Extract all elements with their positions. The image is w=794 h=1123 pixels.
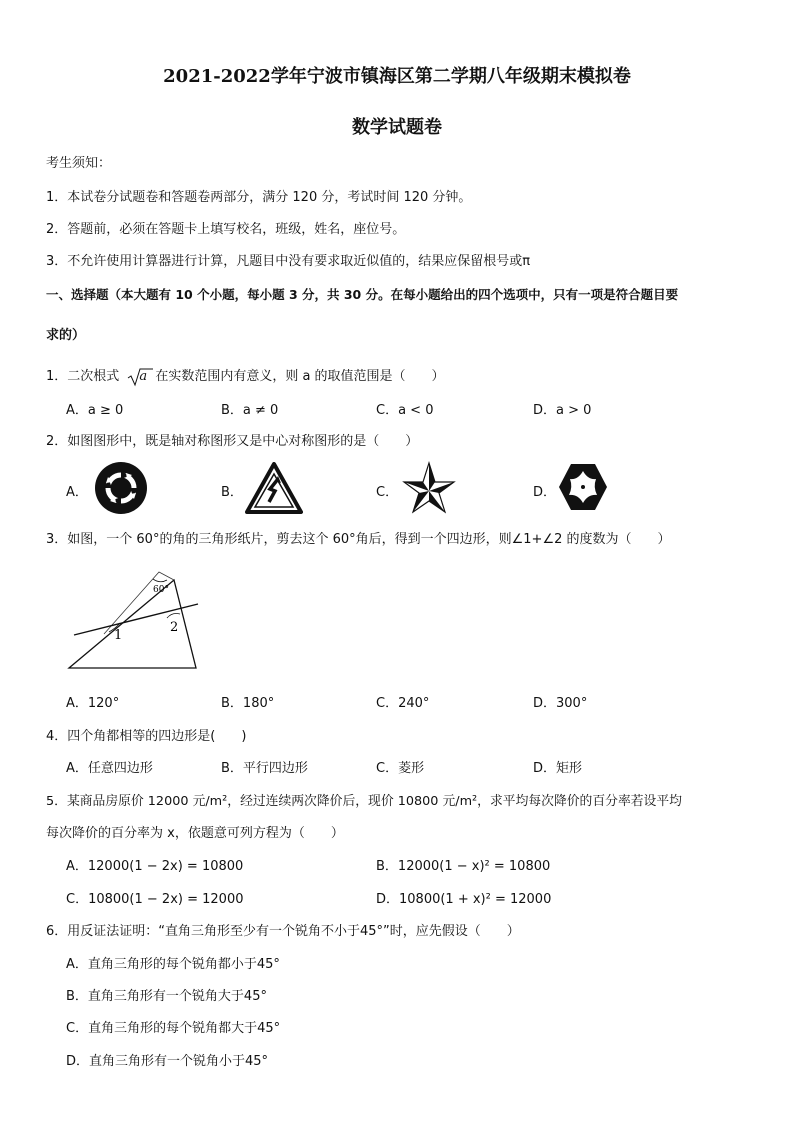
q1-option-a[interactable]: A．a ≥ 0	[66, 403, 124, 418]
question-5-stem-cont: 每次降价的百分率为 x，依题意可列方程为（ ）	[46, 826, 344, 841]
q6-option-d[interactable]: D．直角三角形有一个锐角小于45°	[66, 1054, 269, 1069]
q2-label-a[interactable]: A．	[66, 485, 88, 500]
q1-pre: 1．二次根式	[46, 369, 120, 384]
section-heading-cont: 求的）	[46, 328, 86, 343]
hexagon-flower-icon	[557, 462, 609, 512]
star-icon	[402, 461, 456, 515]
q1-option-d[interactable]: D．a > 0	[533, 403, 592, 418]
q4-option-d[interactable]: D．矩形	[533, 761, 583, 776]
sqrt-expression	[127, 369, 147, 384]
q1-post: 在实数范围内有意义，则 a 的取值范围是（ ）	[155, 369, 445, 384]
q5-option-a[interactable]: A．12000(1 − 2x) = 10800	[66, 859, 244, 874]
q6-option-b[interactable]: B．直角三角形有一个锐角大于45°	[66, 989, 267, 1004]
question-4-stem: 4．四个角都相等的四边形是( )	[46, 729, 247, 744]
q4-option-a[interactable]: A．任意四边形	[66, 761, 153, 776]
q3-option-c[interactable]: C．240°	[376, 696, 430, 711]
question-5-stem: 5．某商品房原价 12000 元/m²，经过连续两次降价后，现价 10800 元/m²，求平均每次降价的百分率若设平均	[46, 794, 682, 809]
fig-angle-label: 60°	[153, 585, 169, 595]
notice-item-2: 2．答题前，必须在答题卡上填写校名，班级，姓名，座位号。	[46, 222, 406, 237]
q1-option-c[interactable]: C．a < 0	[376, 403, 434, 418]
q6-option-c[interactable]: C．直角三角形的每个锐角都大于45°	[66, 1021, 281, 1036]
fig-label-2: 2	[170, 620, 179, 635]
q6-option-a[interactable]: A．直角三角形的每个锐角都小于45°	[66, 957, 280, 972]
q2-label-c[interactable]: C．	[376, 485, 399, 500]
q4-option-c[interactable]: C．菱形	[376, 761, 425, 776]
q1-radicand: a	[139, 369, 148, 384]
page-title: 2021-2022学年宁波市镇海区第二学期八年级期末模拟卷	[163, 66, 631, 87]
q3-option-b[interactable]: B．180°	[221, 696, 275, 711]
warning-triangle-icon	[245, 462, 303, 514]
q5-option-b[interactable]: B．12000(1 − x)² = 10800	[376, 859, 551, 874]
question-6-stem: 6．用反证法证明：“直角三角形至少有一个锐角不小于45°”时，应先假设（ ）	[46, 924, 520, 939]
notice-item-3: 3．不允许使用计算器进行计算，凡题目中没有要求取近似值的，结果应保留根号或π	[46, 254, 531, 269]
question-2-stem: 2．如图图形中，既是轴对称图形又是中心对称图形的是（ ）	[46, 434, 419, 449]
q4-option-b[interactable]: B．平行四边形	[221, 761, 308, 776]
notice-item-1: 1．本试卷分试题卷和答题卷两部分，满分 120 分，考试时间 120 分钟。	[46, 190, 472, 205]
question-3-stem: 3．如图，一个 60°的角的三角形纸片，剪去这个 60°角后，得到一个四边形，则∠1+∠2 的度数为（ ）	[46, 532, 671, 547]
q5-option-c[interactable]: C．10800(1 − 2x) = 12000	[66, 892, 244, 907]
fig-label-1: 1	[114, 628, 123, 643]
question-1-stem	[46, 365, 445, 384]
q3-option-d[interactable]: D．300°	[533, 696, 588, 711]
page-subtitle: 数学试题卷	[352, 117, 442, 138]
q3-option-a[interactable]: A．120°	[66, 696, 120, 711]
recycle-sign-icon	[94, 461, 148, 515]
q2-label-d[interactable]: D．	[533, 485, 557, 500]
triangle-figure	[64, 562, 214, 682]
notice-heading: 考生须知：	[46, 156, 112, 171]
q1-option-b[interactable]: B．a ≠ 0	[221, 403, 279, 418]
q5-option-d[interactable]: D．10800(1 + x)² = 12000	[376, 892, 552, 907]
section-heading: 一、选择题（本大题有 10 个小题，每小题 3 分，共 30 分。在每小题给出的四个选项中，只有一项是符合题目要	[46, 287, 679, 302]
q2-label-b[interactable]: B．	[221, 485, 243, 500]
